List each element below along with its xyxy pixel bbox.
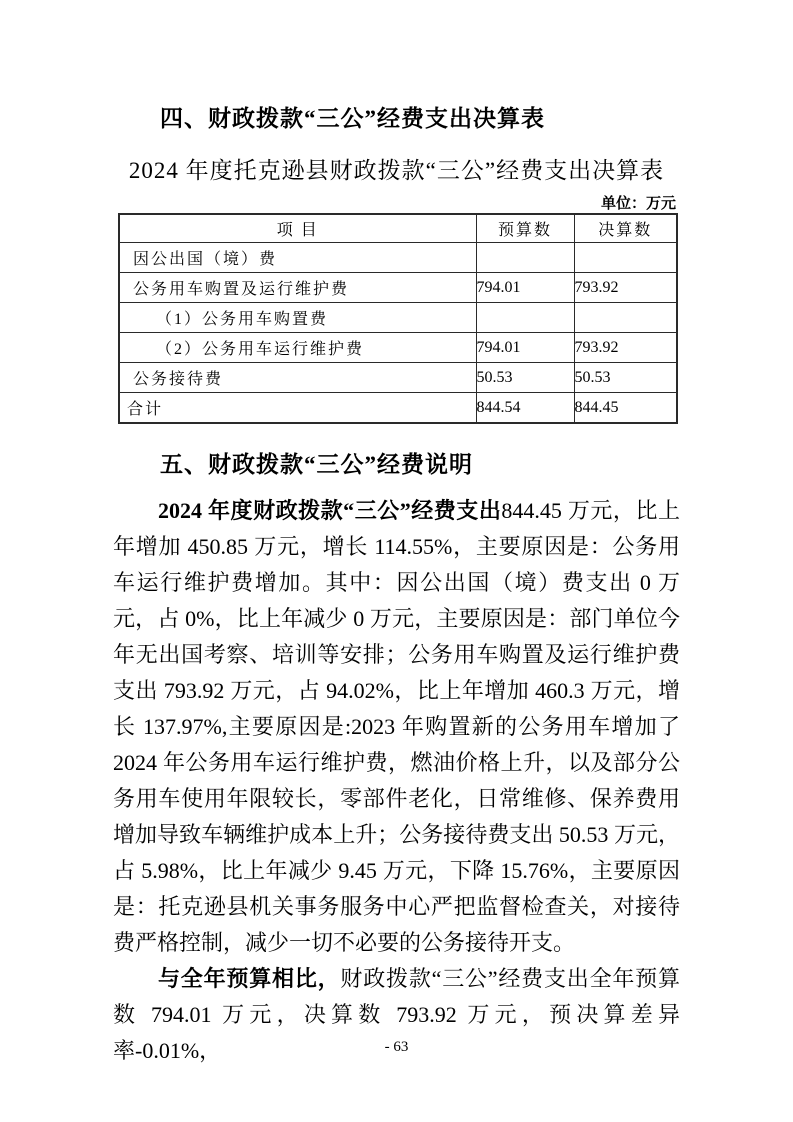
table-row — [119, 243, 677, 273]
paragraph-1-text: 844.45 万元，比上年增加 450.85 万元，增长 114.55%，主要原因是：公务用车运行维护费增加。其中：因公出国（境）费支出 0 万元，占 0%，比上年减少 0 万元，主要原因是：部门单位今年无出国考察、培训等安排；公务用车购置及运行维护费支出 793.92 万元，占 94.02%，比上年增加 460.3 万元，增长 137.97%,主要原因是:2023 年购置新的公务用车增加了 2024 年公务用车运行维护费，燃油价格上升，以及部分公务用车使用年限较长，零部件老化，日常维修、保养费用增加导致车辆维护成本上升；公务接待费支出 50.53 万元，占 5.98%，比上年减少 9.45 万元，下降 15.76%，主要原因是：托克逊县机关事务服务中心严把监督检查关，对接待费严格控制，减少一切不必要的公务接待开支。 — [113, 498, 680, 955]
paragraph-1-lead: 2024 年度财政拨款“三公”经费支出 — [158, 498, 502, 523]
row-budget-cell — [476, 243, 574, 273]
row-item-cell: 合计 — [119, 393, 476, 424]
row-item-cell: （2）公务用车运行维护费 — [119, 333, 476, 363]
table-row — [119, 333, 677, 363]
page-number: - 63 — [384, 1039, 409, 1055]
section5-body — [113, 493, 680, 1069]
row-budget-cell: 844.54 — [476, 393, 574, 424]
paragraph-2-text: 财政拨款“三公”经费支出全年预算数 794.01 万元，决算数 793.92 万元，预决算差异率-0.01%， — [113, 966, 680, 1063]
row-budget-cell: 794.01 — [476, 333, 574, 363]
row-final-cell — [574, 243, 677, 273]
paragraph-1 — [113, 493, 680, 961]
row-item-cell: （1）公务用车购置费 — [119, 303, 476, 333]
column-header-item: 项 目 — [119, 214, 476, 243]
row-final-cell: 844.45 — [574, 393, 677, 424]
row-item-cell: 公务接待费 — [119, 363, 476, 393]
row-item-cell: 公务用车购置及运行维护费 — [119, 273, 476, 303]
row-budget-cell — [476, 303, 574, 333]
table-row — [119, 303, 677, 333]
row-final-cell: 793.92 — [574, 273, 677, 303]
row-final-cell — [574, 303, 677, 333]
section5-heading: 五、财政拨款“三公”经费说明 — [160, 452, 473, 477]
table-row — [119, 273, 677, 303]
sangong-expenditure-table — [118, 213, 678, 424]
table-header-row — [119, 214, 677, 243]
table-row — [119, 363, 677, 393]
column-header-final: 决算数 — [574, 214, 677, 243]
unit-label: 单位：万元 — [600, 196, 676, 212]
table-row — [119, 393, 677, 424]
row-budget-cell: 794.01 — [476, 273, 574, 303]
section4-heading: 四、财政拨款“三公”经费支出决算表 — [160, 106, 545, 131]
paragraph-2-lead: 与全年预算相比， — [158, 966, 341, 991]
column-header-budget: 预算数 — [476, 214, 574, 243]
row-budget-cell: 50.53 — [476, 363, 574, 393]
table-title: 2024 年度托克逊县财政拨款“三公”经费支出决算表 — [128, 158, 665, 183]
row-final-cell: 50.53 — [574, 363, 677, 393]
row-final-cell: 793.92 — [574, 333, 677, 363]
row-item-cell: 因公出国（境）费 — [119, 243, 476, 273]
